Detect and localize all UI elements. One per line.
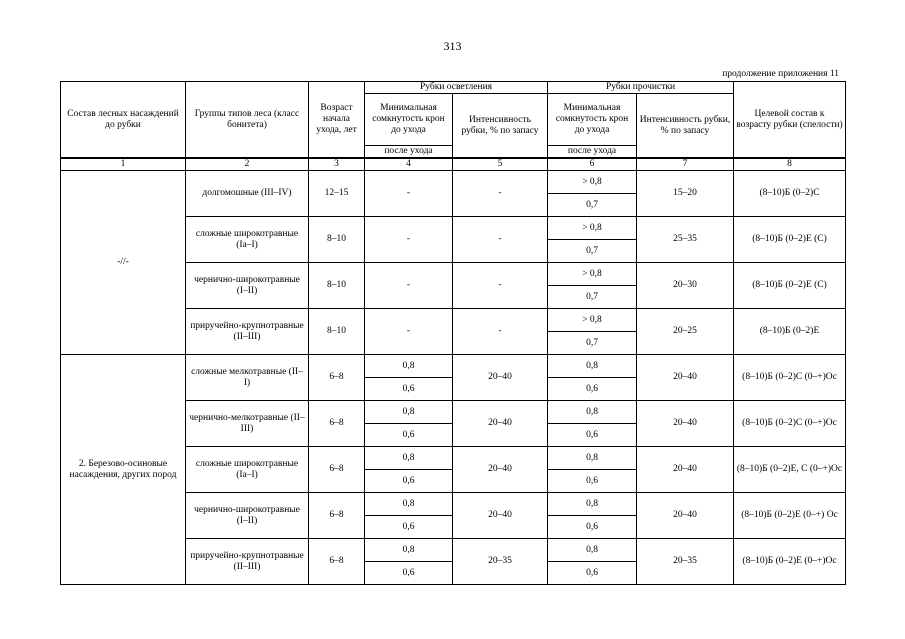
cleaning-density-before-cell: 0,8: [548, 539, 637, 562]
min-density-before-cell: 0,8: [365, 355, 453, 378]
target-composition-cell: (8–10)Б (0–2)С: [734, 171, 846, 217]
header-intensity-2: Интенсивность рубки, % по запасу: [637, 94, 734, 159]
cleaning-intensity-cell: 20–40: [637, 447, 734, 493]
stand-composition-cell: -//-: [61, 171, 186, 355]
forest-type-cell: сложные мелкотравные (II–I): [186, 355, 309, 401]
start-age-cell: 8–10: [309, 263, 365, 309]
cleaning-density-after-cell: 0,6: [548, 424, 637, 447]
cleaning-density-after-cell: 0,6: [548, 562, 637, 585]
clearing-intensity-cell: 20–40: [453, 355, 548, 401]
header-start-age: Возраст начала ухода, лет: [309, 82, 365, 159]
cleaning-density-before-cell: > 0,8: [548, 263, 637, 286]
header-target-composition: Целевой состав к возрасту рубки (спелости): [734, 82, 846, 159]
column-number: 1: [61, 158, 186, 171]
clearing-intensity-cell: -: [453, 171, 548, 217]
target-composition-cell: (8–10)Б (0–2)С (0–+)Ос: [734, 401, 846, 447]
header-min-density-2: Минимальная сомкнутость крон до ухода: [548, 94, 637, 146]
clearing-intensity-cell: 20–40: [453, 493, 548, 539]
header-after-care-1: после ухода: [365, 146, 453, 159]
clearing-intensity-cell: 20–35: [453, 539, 548, 585]
min-density-after-cell: 0,6: [365, 516, 453, 539]
target-composition-cell: (8–10)Б (0–2)Е (С): [734, 217, 846, 263]
column-number: 7: [637, 158, 734, 171]
min-density-after-cell: 0,6: [365, 424, 453, 447]
column-number: 5: [453, 158, 548, 171]
forest-type-cell: чернично-мелкотравные (II–III): [186, 401, 309, 447]
cleaning-density-before-cell: > 0,8: [548, 171, 637, 194]
start-age-cell: 6–8: [309, 493, 365, 539]
column-number: 4: [365, 158, 453, 171]
forest-type-cell: долгомошные (III–IV): [186, 171, 309, 217]
stand-composition-cell: 2. Березово-осиновые насаждения, других пород: [61, 355, 186, 585]
column-number: 6: [548, 158, 637, 171]
target-composition-cell: (8–10)Б (0–2)Е: [734, 309, 846, 355]
forest-type-cell: чернично-широкотравные (I–II): [186, 493, 309, 539]
start-age-cell: 6–8: [309, 539, 365, 585]
column-number: 3: [309, 158, 365, 171]
cleaning-density-before-cell: > 0,8: [548, 309, 637, 332]
forest-type-cell: приручейно-крупнотравные (II–III): [186, 539, 309, 585]
cleaning-intensity-cell: 15–20: [637, 171, 734, 217]
clearing-intensity-cell: -: [453, 217, 548, 263]
cleaning-intensity-cell: 25–35: [637, 217, 734, 263]
min-density-cell: -: [365, 263, 453, 309]
target-composition-cell: (8–10)Б (0–2)Е (0–+) Ос: [734, 493, 846, 539]
min-density-cell: -: [365, 217, 453, 263]
header-composition: Состав лесных насаждений до рубки: [61, 82, 186, 159]
cleaning-intensity-cell: 20–40: [637, 355, 734, 401]
min-density-after-cell: 0,6: [365, 470, 453, 493]
clearing-intensity-cell: 20–40: [453, 401, 548, 447]
column-number: 8: [734, 158, 846, 171]
start-age-cell: 12–15: [309, 171, 365, 217]
page-number: 313: [443, 39, 462, 53]
start-age-cell: 8–10: [309, 217, 365, 263]
column-number: 2: [186, 158, 309, 171]
forest-type-cell: приручейно-крупнотравные (II–III): [186, 309, 309, 355]
target-composition-cell: (8–10)Б (0–2)Е, С (0–+)Ос: [734, 447, 846, 493]
forest-type-cell: сложные широкотравные (Ia–I): [186, 447, 309, 493]
continuation-note: продолжение приложения 11: [722, 69, 839, 79]
forest-type-cell: чернично-широкотравные (I–II): [186, 263, 309, 309]
target-composition-cell: (8–10)Б (0–2)С (0–+)Ос: [734, 355, 846, 401]
min-density-before-cell: 0,8: [365, 539, 453, 562]
cleaning-density-before-cell: 0,8: [548, 493, 637, 516]
cleaning-intensity-cell: 20–30: [637, 263, 734, 309]
header-min-density-1: Минимальная сомкнутость крон до ухода: [365, 94, 453, 146]
min-density-after-cell: 0,6: [365, 562, 453, 585]
start-age-cell: 6–8: [309, 401, 365, 447]
table-row: [61, 171, 846, 194]
clearing-intensity-cell: -: [453, 263, 548, 309]
min-density-before-cell: 0,8: [365, 447, 453, 470]
min-density-cell: -: [365, 171, 453, 217]
table-row: [61, 355, 846, 378]
cleaning-density-after-cell: 0,7: [548, 332, 637, 355]
header-after-care-2: после ухода: [548, 146, 637, 159]
clearing-intensity-cell: -: [453, 309, 548, 355]
min-density-cell: -: [365, 309, 453, 355]
target-composition-cell: (8–10)Б (0–2)Е (0–+)Ос: [734, 539, 846, 585]
header-cleaning-cuttings: Рубки прочистки: [548, 82, 734, 94]
start-age-cell: 8–10: [309, 309, 365, 355]
cleaning-intensity-cell: 20–25: [637, 309, 734, 355]
min-density-before-cell: 0,8: [365, 493, 453, 516]
start-age-cell: 6–8: [309, 447, 365, 493]
cleaning-density-before-cell: 0,8: [548, 401, 637, 424]
min-density-after-cell: 0,6: [365, 378, 453, 401]
cleaning-density-after-cell: 0,7: [548, 194, 637, 217]
cleaning-density-after-cell: 0,6: [548, 516, 637, 539]
cleaning-density-after-cell: 0,7: [548, 240, 637, 263]
cleaning-density-after-cell: 0,7: [548, 286, 637, 309]
header-intensity-1: Интенсивность рубки, % по запасу: [453, 94, 548, 159]
header-clearing-cuttings: Рубки осветления: [365, 82, 548, 94]
cleaning-density-before-cell: 0,8: [548, 447, 637, 470]
start-age-cell: 6–8: [309, 355, 365, 401]
forest-type-cell: сложные широкотравные (Ia–I): [186, 217, 309, 263]
forest-table: [60, 81, 846, 585]
clearing-intensity-cell: 20–40: [453, 447, 548, 493]
cleaning-intensity-cell: 20–40: [637, 401, 734, 447]
min-density-before-cell: 0,8: [365, 401, 453, 424]
target-composition-cell: (8–10)Б (0–2)Е (С): [734, 263, 846, 309]
cleaning-density-before-cell: > 0,8: [548, 217, 637, 240]
cleaning-intensity-cell: 20–35: [637, 539, 734, 585]
cleaning-density-after-cell: 0,6: [548, 470, 637, 493]
header-forest-types: Группы типов леса (класс бонитета): [186, 82, 309, 159]
cleaning-density-after-cell: 0,6: [548, 378, 637, 401]
cleaning-density-before-cell: 0,8: [548, 355, 637, 378]
cleaning-intensity-cell: 20–40: [637, 493, 734, 539]
